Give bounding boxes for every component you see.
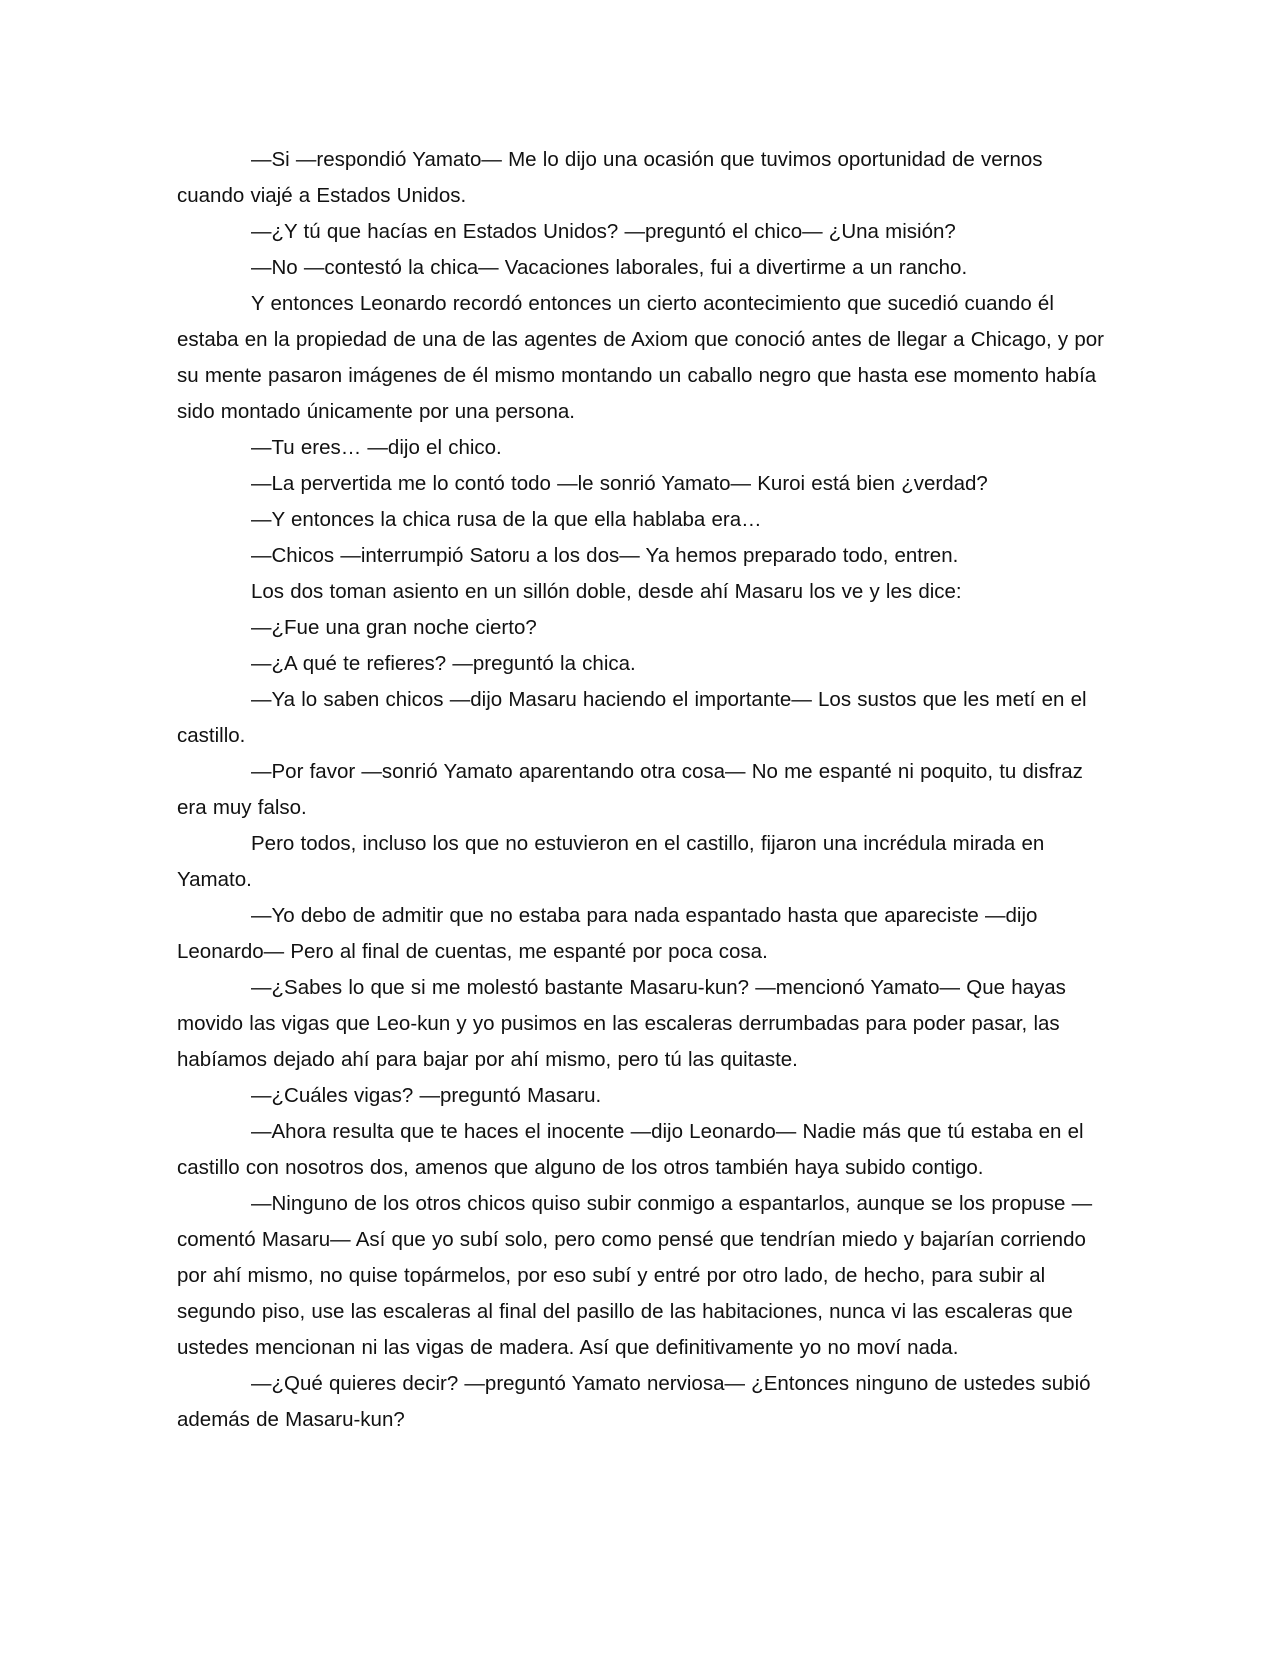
paragraph: —La pervertida me lo contó todo —le sonrió Yamato— Kuroi está bien ¿verdad?: [251, 472, 988, 495]
paragraph: —Ya lo saben chicos —dijo Masaru haciendo el importante— Los sustos que les metí en el castillo.: [177, 688, 1087, 747]
paragraph: —Ninguno de los otros chicos quiso subir conmigo a espantarlos, aunque se los propuse —comentó Masaru— Así que yo subí solo, pero como pensé que tendrían miedo y bajarían corriendo por ahí mismo, no quise topármelos, por eso subí y entré por otro lado, de hecho, para subir al segundo piso, use las escaleras al final del pasillo de las habitaciones, nunca vi las escaleras que ustedes mencionan ni las vigas de madera. Así que definitivamente yo no moví nada.: [177, 1192, 1093, 1359]
paragraph: —No —contestó la chica— Vacaciones laborales, fui a divertirme a un rancho.: [251, 256, 968, 279]
paragraph: —Y entonces la chica rusa de la que ella hablaba era…: [251, 508, 762, 531]
paragraph: —Si —respondió Yamato— Me lo dijo una ocasión que tuvimos oportunidad de vernos cuando viajé a Estados Unidos.: [177, 148, 1043, 207]
paragraph: Pero todos, incluso los que no estuvieron en el castillo, fijaron una incrédula mirada en Yamato.: [177, 832, 1045, 891]
paragraph: —¿Cuáles vigas? —preguntó Masaru.: [251, 1084, 602, 1107]
paragraph: —¿Qué quieres decir? —preguntó Yamato nerviosa— ¿Entonces ninguno de ustedes subió además de Masaru-kun?: [177, 1372, 1091, 1431]
paragraph: —Yo debo de admitir que no estaba para nada espantado hasta que apareciste —dijo Leonardo— Pero al final de cuentas, me espanté por poca cosa.: [177, 904, 1038, 963]
paragraph: —Por favor —sonrió Yamato aparentando otra cosa— No me espanté ni poquito, tu disfraz era muy falso.: [177, 760, 1083, 819]
paragraph: Y entonces Leonardo recordó entonces un cierto acontecimiento que sucedió cuando él estaba en la propiedad de una de las agentes de Axiom que conoció antes de llegar a Chicago, y por su mente pasaron imágenes de él mismo montando un caballo negro que hasta ese momento había sido montado únicamente por una persona.: [177, 292, 1104, 423]
paragraph: —¿Fue una gran noche cierto?: [251, 616, 537, 639]
paragraph: —Ahora resulta que te haces el inocente —dijo Leonardo— Nadie más que tú estaba en el castillo con nosotros dos, amenos que alguno de los otros también haya subido contigo.: [177, 1120, 1084, 1179]
paragraph: —Chicos —interrumpió Satoru a los dos— Ya hemos preparado todo, entren.: [251, 544, 959, 567]
paragraph: —Tu eres… —dijo el chico.: [251, 436, 502, 459]
paragraph: —¿Sabes lo que si me molestó bastante Masaru-kun? —mencionó Yamato— Que hayas movido las vigas que Leo-kun y yo pusimos en las escaleras derrumbadas para poder pasar, las habíamos dejado ahí para bajar por ahí mismo, pero tú las quitaste.: [177, 976, 1066, 1071]
paragraph: —¿Y tú que hacías en Estados Unidos? —preguntó el chico— ¿Una misión?: [251, 220, 956, 243]
paragraph: —¿A qué te refieres? —preguntó la chica.: [251, 652, 636, 675]
paragraph: Los dos toman asiento en un sillón doble, desde ahí Masaru los ve y les dice:: [251, 580, 962, 603]
